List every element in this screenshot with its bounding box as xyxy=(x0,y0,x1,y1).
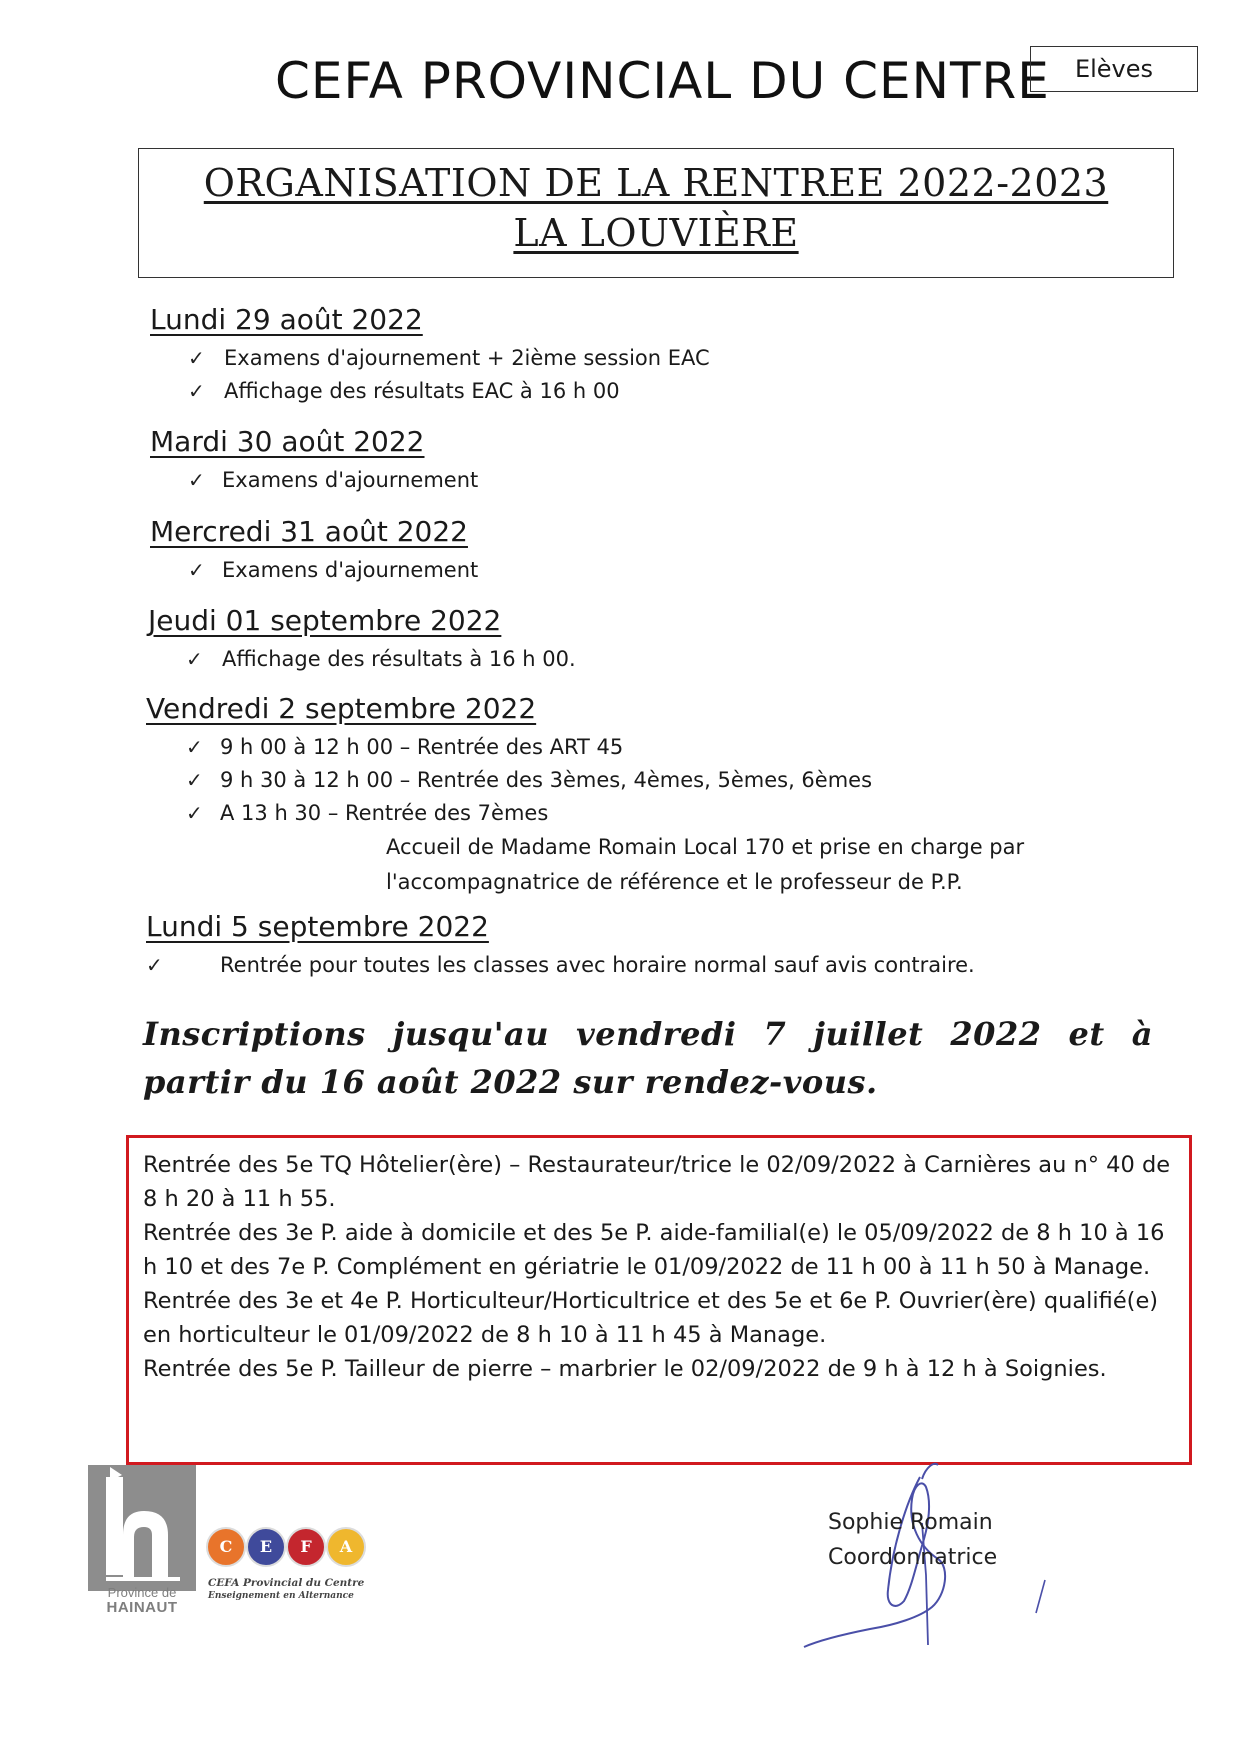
schedule-day xyxy=(150,303,710,408)
schedule-item xyxy=(150,375,710,408)
schedule-day xyxy=(146,910,975,982)
document-title: ORGANISATION DE LA RENTREE 2022-2023 xyxy=(203,161,1109,205)
day-title: Mercredi 31 août 2022 xyxy=(150,515,468,548)
item-text: Affichage des résultats à 16 h 00. xyxy=(222,647,576,671)
check-icon: ✓ xyxy=(188,558,205,582)
item-text: Affichage des résultats EAC à 16 h 00 xyxy=(224,379,620,403)
inscriptions-notice: Inscriptions jusqu'au vendredi 7 juillet 2022 et à partir du 16 août 2022 sur rendez-vous. xyxy=(143,1015,1153,1101)
cefa-logo xyxy=(198,1505,388,1610)
item-text: A 13 h 30 – Rentrée des 7èmes xyxy=(220,801,549,825)
audience-label: Elèves xyxy=(1030,46,1198,92)
schedule-item xyxy=(146,731,1024,764)
schedule-item xyxy=(150,342,710,375)
schedule-item xyxy=(150,554,478,587)
day-title: Mardi 30 août 2022 xyxy=(150,425,425,458)
check-icon: ✓ xyxy=(188,346,205,370)
notice-paragraph: Rentrée des 3e P. aide à domicile et des 5e P. aide-familial(e) le 05/09/2022 de 8 h 10 à 16 h 10 et des 7e P. Complément en gériatrie le 01/09/2022 de 11 h 00 à 11 h 50 à Manage. xyxy=(143,1220,1165,1280)
day-title: Jeudi 01 septembre 2022 xyxy=(148,604,502,637)
school-name: CEFA PROVINCIAL DU CENTRE xyxy=(275,52,1050,110)
check-icon: ✓ xyxy=(186,801,203,825)
cefa-logo-circles xyxy=(206,1527,386,1567)
notice-paragraph: Rentrée des 5e TQ Hôtelier(ère) – Restaurateur/trice le 02/09/2022 à Carnières au n° 40 de 8 h 20 à 11 h 55. xyxy=(143,1152,1171,1212)
check-icon: ✓ xyxy=(186,647,203,671)
check-icon: ✓ xyxy=(188,468,205,492)
hainaut-label-line1: Province de xyxy=(107,1585,177,1600)
document-location: LA LOUVIÈRE xyxy=(513,211,799,255)
item-text: Examens d'ajournement xyxy=(222,558,479,582)
cefa-caption-line1: CEFA Provincial du Centre xyxy=(208,1577,365,1589)
cefa-caption xyxy=(208,1577,388,1603)
signatory-role: Coordonnatrice xyxy=(828,1545,998,1570)
schedule-item xyxy=(148,643,576,676)
day-title: Vendredi 2 septembre 2022 xyxy=(146,692,537,725)
signatory-block xyxy=(828,1505,997,1575)
schedule-item xyxy=(146,764,1024,797)
notice-box xyxy=(126,1135,1192,1465)
notice-paragraph: Rentrée des 5e P. Tailleur de pierre – marbrier le 02/09/2022 de 9 h à 12 h à Soignies. xyxy=(143,1356,1107,1382)
schedule-day xyxy=(150,515,478,587)
item-text: Examens d'ajournement + 2ième session EAC xyxy=(224,346,710,370)
check-icon: ✓ xyxy=(186,735,203,759)
item-text: 9 h 00 à 12 h 00 – Rentrée des ART 45 xyxy=(220,735,624,759)
hainaut-label xyxy=(88,1585,196,1615)
schedule-day xyxy=(146,692,1024,900)
cefa-letter-f: F xyxy=(286,1527,326,1567)
cefa-letter-e: E xyxy=(246,1527,286,1567)
hainaut-emblem-icon xyxy=(88,1465,196,1591)
schedule-day xyxy=(148,604,576,676)
title-box xyxy=(138,148,1174,278)
check-icon: ✓ xyxy=(146,953,163,977)
cefa-letter-c: C xyxy=(206,1527,246,1567)
schedule-item xyxy=(146,949,975,982)
hainaut-label-line2: HAINAUT xyxy=(106,1599,178,1616)
day-title: Lundi 29 août 2022 xyxy=(150,303,423,336)
schedule-day xyxy=(150,425,478,497)
cefa-letter-a: A xyxy=(326,1527,366,1567)
schedule-item xyxy=(150,464,478,497)
item-text: Rentrée pour toutes les classes avec horaire normal sauf avis contraire. xyxy=(220,953,975,977)
schedule-item xyxy=(146,797,1024,900)
check-icon: ✓ xyxy=(188,379,205,403)
cefa-caption-line2: Enseignement en Alternance xyxy=(208,1591,354,1601)
check-icon: ✓ xyxy=(186,768,203,792)
item-text: 9 h 30 à 12 h 00 – Rentrée des 3èmes, 4èmes, 5èmes, 6èmes xyxy=(220,768,873,792)
signatory-name: Sophie Romain xyxy=(828,1510,993,1535)
item-text: Examens d'ajournement xyxy=(222,468,479,492)
notice-paragraph: Rentrée des 3e et 4e P. Horticulteur/Horticultrice et des 5e et 6e P. Ouvrier(ère) qualifié(e) en horticulteur le 01/09/2022 de 8 h 10 à 11 h 45 à Manage. xyxy=(143,1288,1159,1348)
day-title: Lundi 5 septembre 2022 xyxy=(146,910,489,943)
province-hainaut-logo xyxy=(88,1465,196,1617)
item-note: Accueil de Madame Romain Local 170 et prise en charge par xyxy=(386,835,1025,859)
item-note: l'accompagnatrice de référence et le professeur de P.P. xyxy=(386,870,963,894)
